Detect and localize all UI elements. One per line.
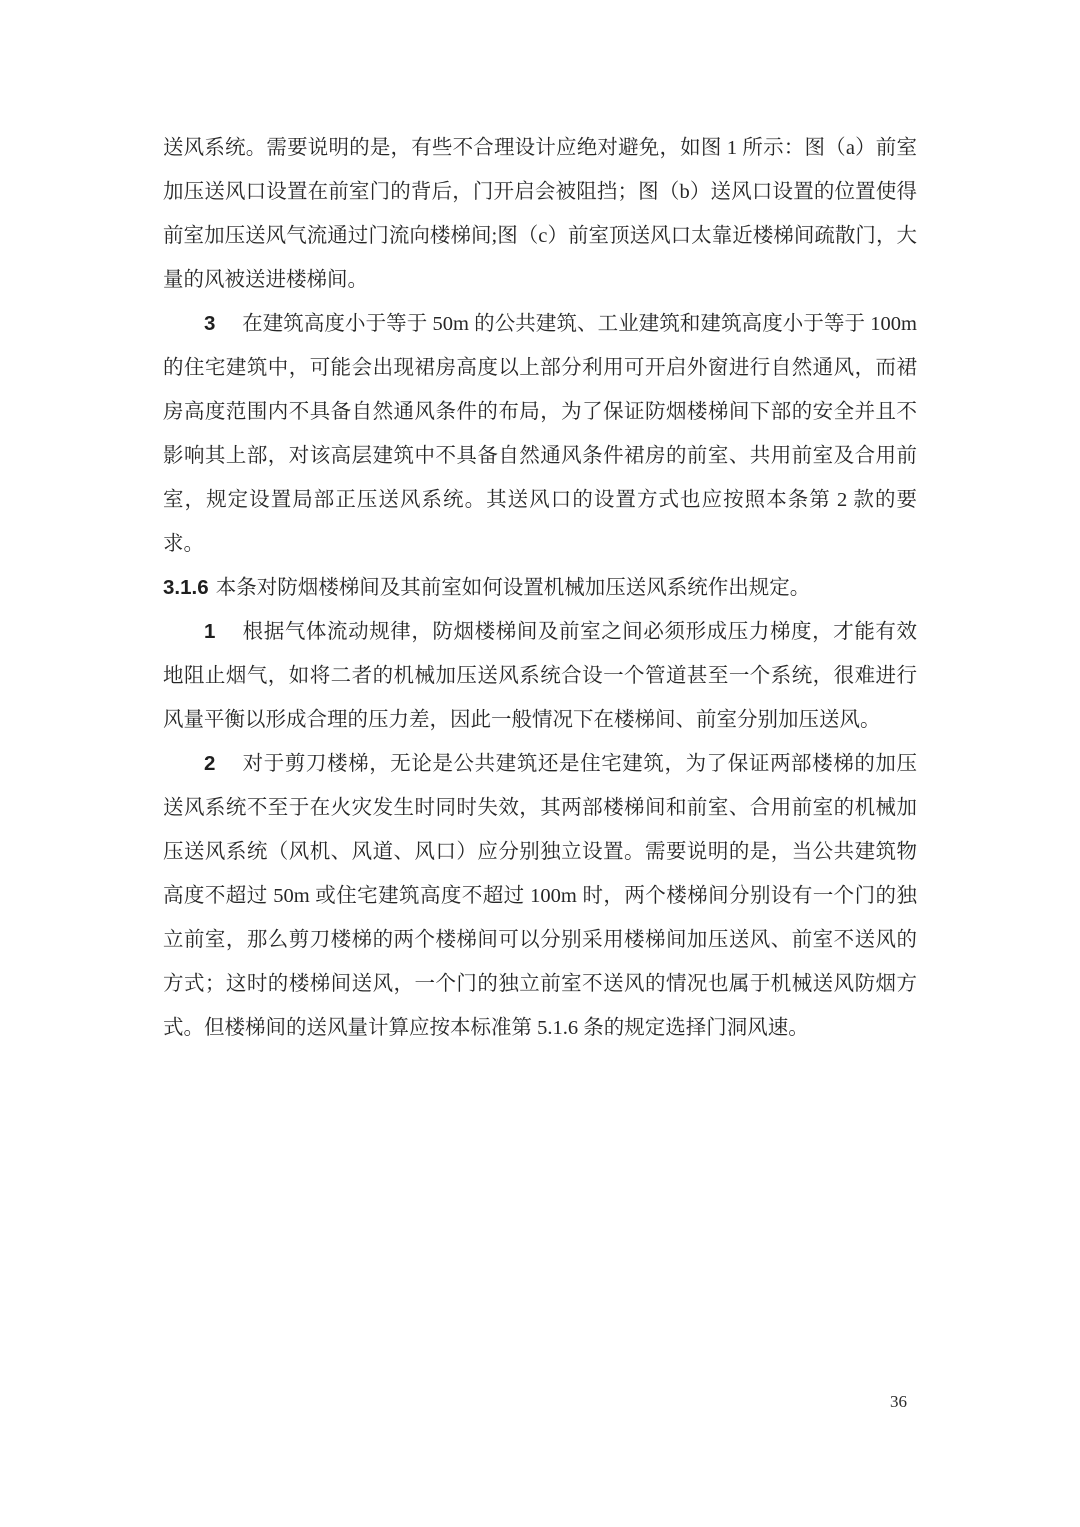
paragraph-item-3	[163, 302, 917, 566]
item-number: 3	[204, 312, 216, 335]
item-number: 2	[204, 752, 216, 775]
paragraph-text: 送风系统。需要说明的是，有些不合理设计应绝对避免，如图 1 所示：图（a）前室加压送风口设置在前室门的背后，门开启会被阻挡；图（b）送风口设置的位置使得前室加压送风气流通过门流向楼梯间;图（c）前室顶送风口太靠近楼梯间疏散门，大量的风被送进楼梯间。	[163, 137, 917, 291]
paragraph-text: 对于剪刀楼梯，无论是公共建筑还是住宅建筑，为了保证两部楼梯的加压送风系统不至于在火灾发生时同时失效，其两部楼梯间和前室、合用前室的机械加压送风系统（风机、风道、风口）应分别独立设置。需要说明的是，当公共建筑物高度不超过 50m 或住宅建筑高度不超过 100m 时，两个楼梯间分别设有一个门的独立前室，那么剪刀楼梯的两个楼梯间可以分别采用楼梯间加压送风、前室不送风的方式；这时的楼梯间送风，一个门的独立前室不送风的情况也属于机械送风防烟方式。但楼梯间的送风量计算应按本标准第 5.1.6 条的规定选择门洞风速。	[163, 753, 917, 1039]
clause-heading-3-1-6	[163, 566, 917, 610]
page-number: 36	[890, 1392, 907, 1411]
clause-text: 本条对防烟楼梯间及其前室如何设置机械加压送风系统作出规定。	[215, 577, 811, 599]
paragraph-item-2	[163, 742, 917, 1050]
paragraph-item-1	[163, 610, 917, 742]
paragraph-text: 在建筑高度小于等于 50m 的公共建筑、工业建筑和建筑高度小于等于 100m 的住宅建筑中，可能会出现裙房高度以上部分利用可开启外窗进行自然通风，而裙房高度范围内不具备自然通风条件的布局，为了保证防烟楼梯间下部的安全并且不影响其上部，对该高层建筑中不具备自然通风条件裙房的前室、共用前室及合用前室，规定设置局部正压送风系统。其送风口的设置方式也应按照本条第 2 款的要求。	[163, 313, 917, 555]
clause-number: 3.1.6	[163, 576, 209, 599]
item-number: 1	[204, 620, 216, 643]
document-content	[163, 126, 917, 1050]
paragraph-text: 根据气体流动规律，防烟楼梯间及前室之间必须形成压力梯度，才能有效地阻止烟气，如将二者的机械加压送风系统合设一个管道甚至一个系统，很难进行风量平衡以形成合理的压力差，因此一般情况下在楼梯间、前室分别加压送风。	[163, 621, 917, 731]
paragraph-continuation	[163, 126, 917, 302]
